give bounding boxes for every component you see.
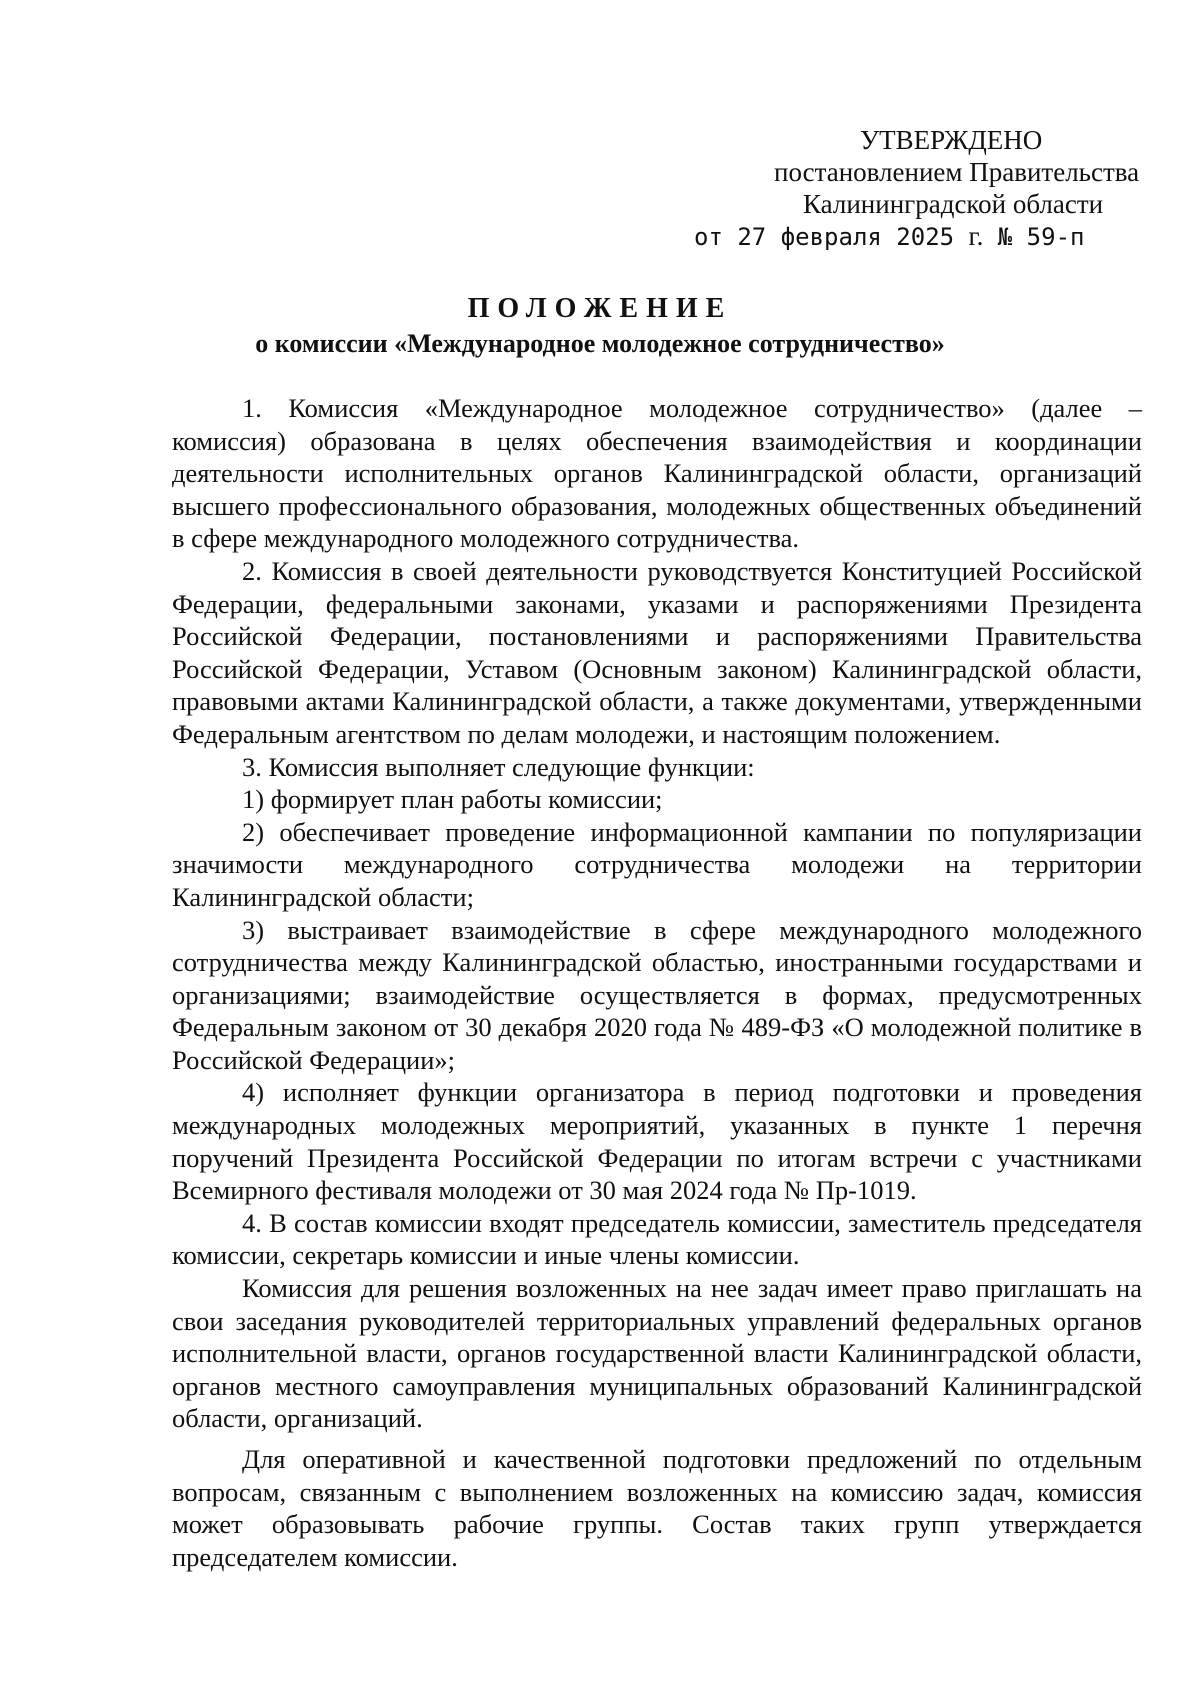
- function-item-1: 1) формирует план работы комиссии;: [242, 784, 663, 815]
- paragraph-working-groups: Для оперативной и качественной подготовки предложений по отдельным вопросам, связанным с выполнением возложенных на комиссию задач, комиссия может образовывать рабочие группы. Состав таких групп утверждается председателем комиссии.: [172, 1444, 1142, 1572]
- approval-issuer-line: постановлением Правительства: [774, 157, 1140, 187]
- approval-date-line: [640, 220, 1140, 253]
- paragraph-4: 4. В состав комиссии входят председатель комиссии, заместитель председателя комиссии, секретарь комиссии и иные члены комиссии.: [172, 1207, 1142, 1271]
- approval-year-suffix: г.: [968, 221, 984, 251]
- document-body: [172, 392, 1142, 1573]
- document-title: ПОЛОЖЕНИЕ: [467, 293, 733, 324]
- paragraph-2: 2. Комиссия в своей деятельности руководствуется Конституцией Российской Федерации, федеральными законами, указами и распоряжениями Президента Российской Федерации, постановлениями и распоряжениями Правительства Российской Федерации, Уставом (Основным законом) Калининградской области, правовыми актами Калининградской области, а также документами, утвержденными Федеральным агентством по делам молодежи, и настоящим положением.: [172, 555, 1142, 749]
- document-subtitle: о комиссии «Международное молодежное сотрудничество»: [255, 329, 945, 358]
- function-item-3: 3) выстраивает взаимодействие в сфере международного молодежного сотрудничества между Калининградской областью, иностранными государствами и организациями; взаимодействие осуществляется в формах, предусмотренных Федеральным законом от 30 декабря 2020 года № 489-ФЗ «О молодежной политике в Российской Федерации»;: [172, 914, 1142, 1075]
- function-item-2: 2) обеспечивает проведение информационной кампании по популяризации значимости международного сотрудничества молодежи на территории Калининградской области;: [172, 816, 1142, 912]
- approval-region-line: Калининградской области: [803, 189, 1104, 219]
- function-item-4: 4) исполняет функции организатора в период подготовки и проведения международных молодежных мероприятий, указанных в пункте 1 перечня поручений Президента Российской Федерации по итогам встречи с участниками Всемирного фестиваля молодежи от 30 мая 2024 года № Пр-1019.: [172, 1077, 1142, 1206]
- paragraph-invite-rights: Комиссия для решения возложенных на нее задач имеет право приглашать на свои заседания руководителей территориальных управлений федеральных органов исполнительной власти, органов государственной власти Калининградской области, органов местного самоуправления муниципальных образований Калининградской области, организаций.: [172, 1273, 1142, 1434]
- approval-date: от 27 февраля 2025: [694, 223, 955, 251]
- approval-number: № 59-п: [997, 223, 1085, 251]
- approval-stamp-block: [640, 124, 1140, 253]
- paragraph-1: 1. Комиссия «Международное молодежное сотрудничество» (далее – комиссия) образована в целях обеспечения взаимодействия и координации деятельности исполнительных органов Калининградской области, организаций высшего профессионального образования, молодежных общественных объединений в сфере международного молодежного сотрудничества.: [172, 393, 1142, 554]
- approval-title: УТВЕРЖДЕНО: [860, 125, 1043, 155]
- paragraph-3: 3. Комиссия выполняет следующие функции:: [242, 751, 755, 782]
